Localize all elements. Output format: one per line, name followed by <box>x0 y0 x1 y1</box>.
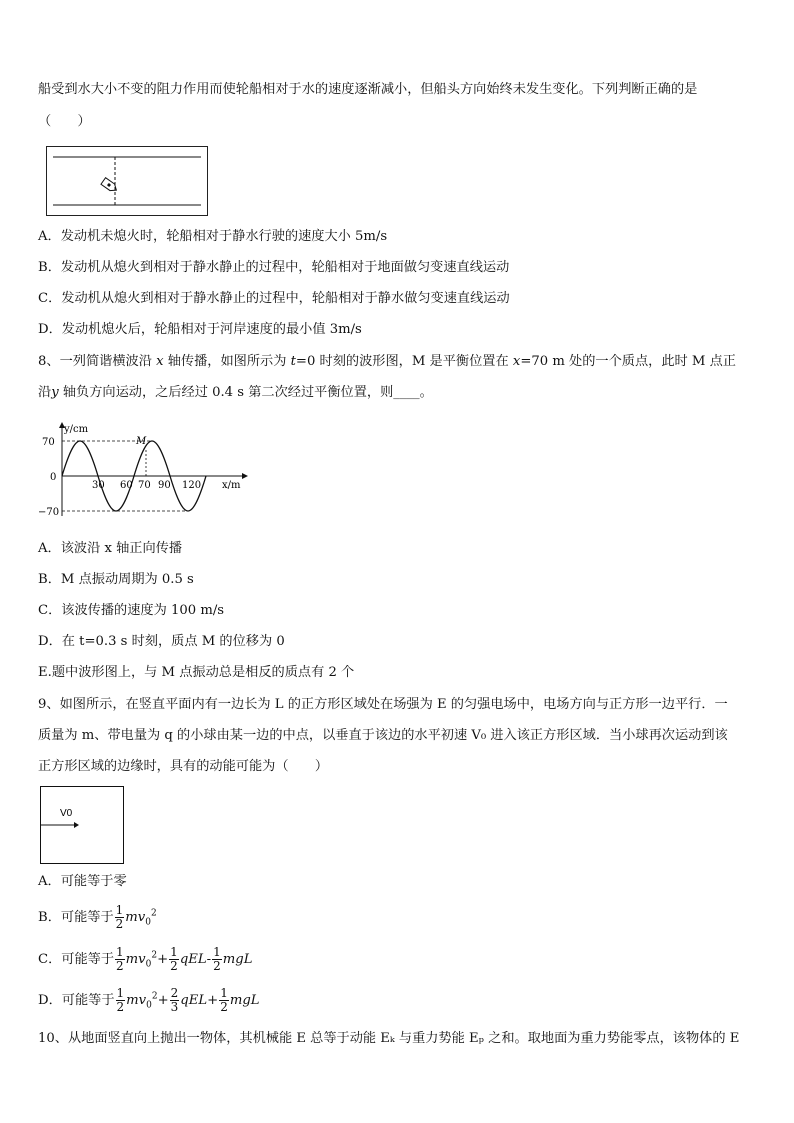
q7-blank: （ ） <box>38 114 91 129</box>
q10-stem-line1: 10、从地面竖直向上抛出一物体，其机械能 E 总等于动能 Eₖ 与重力势能 Eₚ 之和。取地面为重力势能零点，该物体的 E <box>38 1031 740 1046</box>
q9-option-b: B．可能等于 $\frac{1}{2}$ $mv_0^2$ <box>38 903 157 931</box>
boat-icon <box>101 178 119 194</box>
q9-stem-line1: 9、如图所示，在竖直平面内有一边长为 L 的正方形区域处在场强为 E 的匀强电场中，电场方向与正方形一边平行．一 <box>38 697 728 712</box>
q7-option-a: A．发动机未熄火时，轮船相对于静水行驶的速度大小 5m/s <box>38 229 388 244</box>
x-tick-30: 30 <box>92 480 105 491</box>
q8-option-c: C．该波传播的速度为 100 m/s <box>38 603 225 618</box>
q8-stem-line1: 8、一列简谐横波沿 x 轴传播，如图所示为 t=0 时刻的波形图，M 是平衡位置在 x=70 m 处的一个质点，此时 M 点正 <box>38 354 736 369</box>
q8-stem-line2: 沿y 轴负方向运动，之后经过 0.4 s 第二次经过平衡位置，则____。 <box>38 385 433 400</box>
q7-option-d: D．发动机熄火后，轮船相对于河岸速度的最小值 3m/s <box>38 322 362 337</box>
q8-option-d: D．在 t=0.3 s 时刻，质点 M 的位移为 0 <box>38 634 285 649</box>
point-m-label: M <box>136 436 147 447</box>
y-tick-neg70: −70 <box>38 507 60 518</box>
v0-label: V0 <box>60 808 73 819</box>
x-tick-70: 70 <box>138 480 151 491</box>
q7-stem: 船受到水大小不变的阻力作用而使轮船相对于水的速度逐渐减小，但船头方向始终未发生变化。下列判断正确的是 <box>38 82 698 97</box>
q9-option-c: C．可能等于 $\frac{1}{2}$ $mv_0^2+$ $\frac{1}{2}$ qEL- $\frac{1}{2}$ mgL <box>38 945 253 973</box>
x-axis-label: x/m <box>222 480 241 491</box>
square-field-figure <box>40 786 124 864</box>
x-tick-120: 120 <box>182 480 202 491</box>
y-tick-0: 0 <box>50 472 57 483</box>
frac-half: $\frac{1}{2}$ <box>115 903 124 931</box>
river-figure <box>46 146 208 216</box>
q7-option-b: B．发动机从熄火到相对于静水静止的过程中，轮船相对于地面做匀变速直线运动 <box>38 260 510 275</box>
q8-option-a: A．该波沿 x 轴正向传播 <box>38 541 183 556</box>
q9-stem-line3: 正方形区域的边缘时，具有的动能可能为（ ） <box>38 759 329 774</box>
y-axis-label: y/cm <box>64 424 89 435</box>
wave-graph <box>34 420 254 520</box>
y-tick-70: 70 <box>42 437 55 448</box>
q8-option-e: E.题中波形图上，与 M 点振动总是相反的质点有 2 个 <box>38 665 355 680</box>
q7-option-c: C．发动机从熄火到相对于静水静止的过程中，轮船相对于静水做匀变速直线运动 <box>38 291 510 306</box>
q8-option-b: B．M 点振动周期为 0.5 s <box>38 572 194 587</box>
q9-option-d: D．可能等于 $\frac{1}{2}$ $mv_0^2+$ $\frac{2}{3}$ qEL+ $\frac{1}{2}$ mgL <box>38 986 260 1014</box>
x-tick-90: 90 <box>158 480 171 491</box>
x-tick-60: 60 <box>120 480 133 491</box>
q9-stem-line2: 质量为 m、带电量为 q 的小球由某一边的中点，以垂直于该边的水平初速 V₀ 进入该正方形区域．当小球再次运动到该 <box>38 728 728 743</box>
q9-option-a: A．可能等于零 <box>38 874 127 889</box>
